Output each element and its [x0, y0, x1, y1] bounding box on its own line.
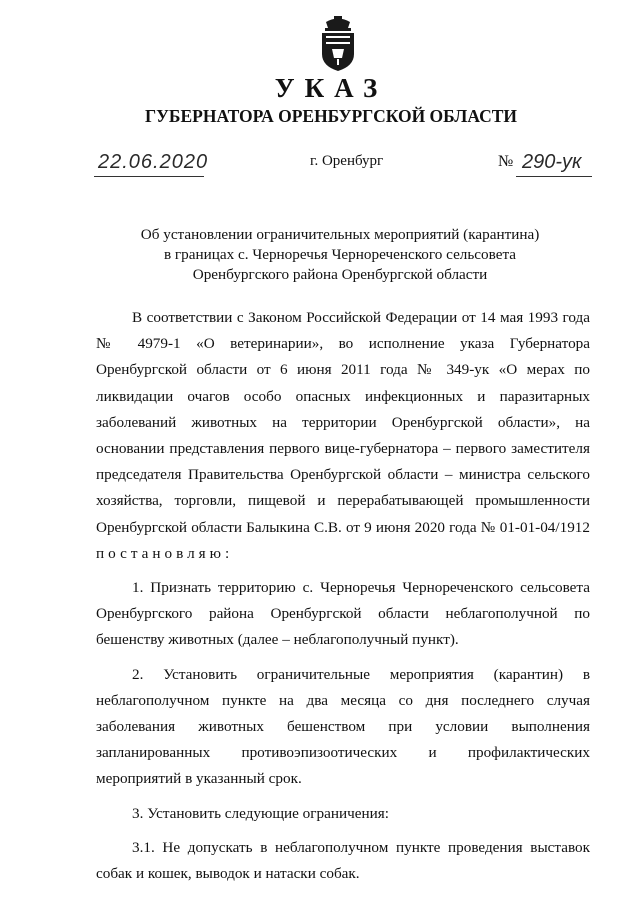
decree-number: 290-ук — [522, 151, 582, 173]
item-3-1: 3.1. Не допускать в неблагополучном пункте проведения выставок собак и кошек, выводок и натаски собак. — [96, 838, 590, 883]
number-underline — [516, 176, 592, 177]
decree-word: постановляю: — [96, 544, 234, 562]
decree-subject — [100, 225, 580, 285]
date-underline — [94, 176, 204, 177]
subject-line: в границах с. Черноречья Чернореченского сельсовета — [163, 246, 517, 263]
preamble-paragraph — [96, 305, 590, 567]
decree-date: 22.06.2020 — [98, 151, 209, 173]
document-type-title: УКАЗ — [274, 73, 388, 103]
issuer-title: ГУБЕРНАТОРА ОРЕНБУРГСКОЙ ОБЛАСТИ — [144, 106, 518, 126]
number-sign: № — [498, 153, 514, 170]
subject-line: Оренбургского района Оренбургской области — [192, 266, 488, 283]
item-1: 1. Признать территорию с. Черноречья Чернореченского сельсовета Оренбургского района Оренбургской области неблагополучной по бешенству животных (далее – неблагополучный пункт). — [96, 579, 590, 649]
item-2: 2. Установить ограничительные мероприятия (карантин) в неблагополучном пункте на два месяца со дня последнего случая заболевания животных бешенством при условии выполнения запланированных противоэпизоотических и профилактических мероприятий в указанный срок. — [96, 665, 590, 788]
preamble-text: В соответствии с Законом Российской Федерации от 14 мая 1993 года № 4979-1 «О ветеринарии», во исполнение указа Губернатора Оренбургской области от 6 июня 2011 года № 349-ук «О мерах по ликвидации очагов особо опасных инфекционных и паразитарных заболеваний животных на территории Оренбургской области», на основании представления первого вице-губернатора – первого заместителя председателя Правительства Оренбургской области – министра сельского хозяйства, торговли, пищевой и перерабатывающей промышленности Оренбургской области Балыкина С.В. от 9 июня 2020 года № 01-01-04/1912 — [96, 309, 590, 536]
coat-of-arms-icon — [318, 16, 358, 72]
city: г. Оренбург — [310, 153, 384, 169]
decree-body — [96, 305, 590, 895]
item-3: 3. Установить следующие ограничения: — [132, 804, 389, 822]
subject-line: Об установлении ограничительных мероприятий (карантина) — [140, 226, 540, 243]
